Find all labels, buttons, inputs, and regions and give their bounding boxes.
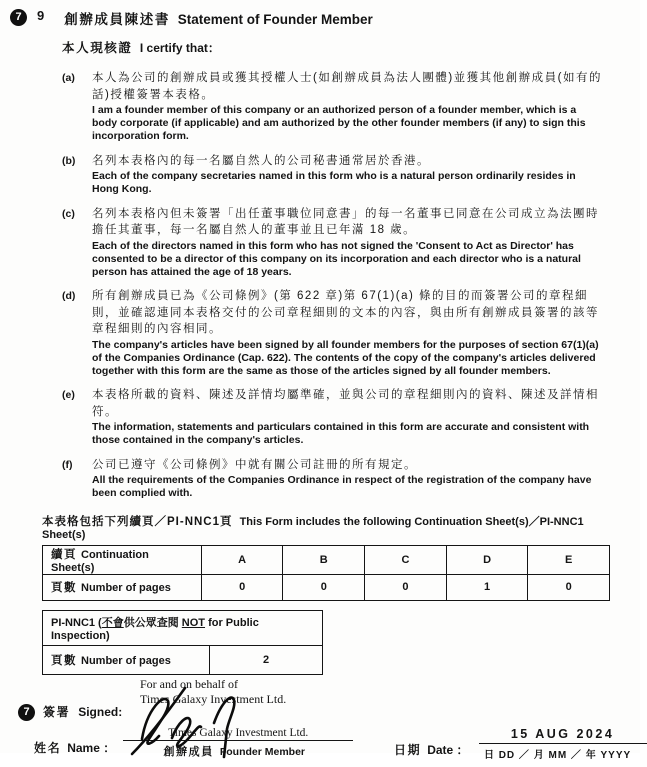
continuation-caption-zh: 本表格包括下列續頁／PI-NNC1頁: [42, 515, 233, 528]
certify-intro-zh: 本人現核證: [62, 41, 133, 55]
pi-nnc1-pages-row: [43, 645, 323, 674]
continuation-sheets-label: [43, 545, 202, 574]
pi-nnc1-title: [43, 610, 323, 645]
item-text-en: The information, statements and particulars contained in this form are accurate and consistent with those contained in the company's articles.: [92, 421, 590, 447]
statement-item-f: [62, 457, 610, 501]
section-title-zh: 創辦成員陳述書: [64, 12, 170, 27]
item-letter: (c): [62, 207, 75, 220]
statement-item-e: [62, 387, 610, 447]
statement-item-b: [62, 153, 610, 197]
pi-pages-label: [43, 645, 210, 674]
pages-value-e[interactable]: 0: [528, 574, 610, 600]
column-e-header: E: [528, 545, 610, 574]
continuation-pages-row: [43, 574, 610, 600]
signature-section: [10, 675, 632, 767]
column-b-header: B: [283, 545, 365, 574]
statement-item-c: [62, 206, 610, 280]
sheets-label-en: Continuation Sheet(s): [51, 548, 149, 574]
item-text-zh: 所有創辦成員已為《公司條例》(第 622 章)第 67(1)(a) 條的目的而簽署公司的章程細則，並確認連同本表格交付的公司章程細則的文本的內容，與由所有創辦成員簽署的該等章程細則的內容相同。: [92, 290, 599, 336]
pi-title-mid: 供公眾查閱: [123, 616, 182, 629]
certify-intro: [62, 38, 610, 56]
item-text-zh: 名列本表格內但未簽署「出任董事職位同意書」的每一名董事已同意在公司成立為法團時擔任其董事，每一名屬自然人的董事並且已年滿 18 歲。: [92, 207, 599, 237]
item-text-en: All the requirements of the Companies Ordinance in respect of the registration of the company have been complied with.: [92, 474, 592, 500]
item-text-en: Each of the company secretaries named in this form who is a natural person ordinarily resides in Hong Kong.: [92, 170, 576, 196]
continuation-caption-en: This Form includes the following Continuation Sheet(s)／PI-NNC1 Sheet(s): [42, 515, 584, 541]
number-of-pages-label: [43, 574, 202, 600]
pages-value-b[interactable]: 0: [283, 574, 365, 600]
column-d-header: D: [446, 545, 528, 574]
pages-value-c[interactable]: 0: [365, 574, 447, 600]
name-line-value[interactable]: Times Galaxy Investment Ltd.: [123, 727, 353, 741]
item-text-en: The company's articles have been signed by all founder members for the purposes of section 67(1)(a) of the Companies Ordinance (Cap. 622). The contents of the copy of the company's articles delivered together with this form are the same as those of the articles signed by all founder members.: [92, 338, 599, 378]
item-letter: (d): [62, 290, 76, 303]
item-text-zh: 本人為公司的創辦成員或獲其授權人士(如創辦成員為法人團體)並獲其他創辦成員(如有的話)授權簽署本表格。: [92, 72, 602, 101]
date-line-value[interactable]: 15 AUG 2024: [479, 727, 647, 744]
continuation-header-row: [43, 545, 610, 574]
statement-item-a: [62, 70, 610, 144]
item-text-zh: 公司已遵守《公司條例》中就有關公司註冊的所有規定。: [92, 458, 417, 471]
signature-scribble[interactable]: [126, 681, 286, 761]
pi-title-underline-zh: 不會: [101, 616, 124, 629]
continuation-table-caption: [42, 513, 610, 541]
item-text-en: I am a founder member of this company or an authorized person of a founder member, which is a body corporate (if applicable) and am authorized by the other founder members (if any) to sign this incorporation form.: [92, 104, 586, 143]
name-label: [34, 739, 115, 756]
founder-member-en: Founder Member: [219, 745, 306, 758]
name-label-zh: 姓名: [34, 740, 62, 755]
section-title: [64, 8, 373, 28]
pi-title-prefix: PI-NNC1 (: [51, 616, 102, 629]
pi-pages-label-zh: 頁數: [51, 654, 77, 667]
item-letter: (a): [62, 72, 75, 84]
item-letter: (f): [62, 458, 73, 471]
column-c-header: C: [365, 545, 447, 574]
section-header: [10, 8, 610, 28]
signed-label-en: Signed:: [78, 704, 123, 719]
pages-label-zh: 頁數: [51, 582, 77, 595]
on-behalf-line2: Times Galaxy Investment Ltd.: [140, 691, 287, 706]
pi-nnc1-title-row: [43, 610, 323, 645]
item-text-zh: 名列本表格內的每一名屬自然人的公司秘書通常居於香港。: [92, 154, 430, 167]
item-text-zh: 本表格所載的資料、陳述及詳情均屬準確，並與公司的章程細則內的資料、陳述及詳情相符。: [92, 389, 599, 418]
section-number: 9: [37, 8, 45, 23]
pages-value-a[interactable]: 0: [201, 574, 283, 600]
pages-value-d[interactable]: 1: [446, 574, 528, 600]
name-label-en: Name ：: [67, 740, 116, 755]
column-a-header: A: [201, 545, 283, 574]
date-format-hint: 日 DD ／ 月 MM ／ 年 YYYY: [483, 749, 632, 761]
continuation-sheets-table: [42, 545, 610, 601]
signed-label-row: [18, 703, 122, 721]
date-label-zh: 日期: [394, 742, 422, 757]
on-behalf-line1: For and on behalf of: [140, 676, 238, 691]
certify-intro-en: I certify that：: [139, 41, 220, 55]
founder-member-zh: 創辦成員: [163, 745, 214, 758]
signed-label-zh: 簽署: [43, 705, 71, 720]
item-letter: (e): [62, 389, 75, 402]
pi-pages-label-en: Number of pages: [81, 654, 171, 667]
sheets-label-zh: 續頁: [51, 548, 77, 561]
item-letter: (b): [62, 154, 76, 167]
item-text-en: Each of the directors named in this form who has not signed the 'Consent to Act as Director' has consented to be a director of this company on its incorporation and each director who is a natural person has attained the age of 18 years.: [92, 239, 581, 278]
step-7-badge: 7: [18, 704, 35, 721]
pages-label-en: Number of pages: [81, 582, 171, 595]
date-label-en: Date ：: [427, 742, 469, 757]
pi-nnc1-table: [42, 610, 323, 675]
pi-title-suffix: for Public Inspection): [51, 616, 259, 642]
date-label: [394, 741, 469, 758]
pi-pages-value[interactable]: 2: [210, 645, 323, 674]
section-title-en: Statement of Founder Member: [177, 12, 373, 27]
pi-title-underline-en: NOT: [181, 616, 206, 629]
step-7-badge: 7: [10, 9, 27, 26]
statement-item-d: [62, 288, 610, 378]
date-field[interactable]: [394, 727, 647, 761]
